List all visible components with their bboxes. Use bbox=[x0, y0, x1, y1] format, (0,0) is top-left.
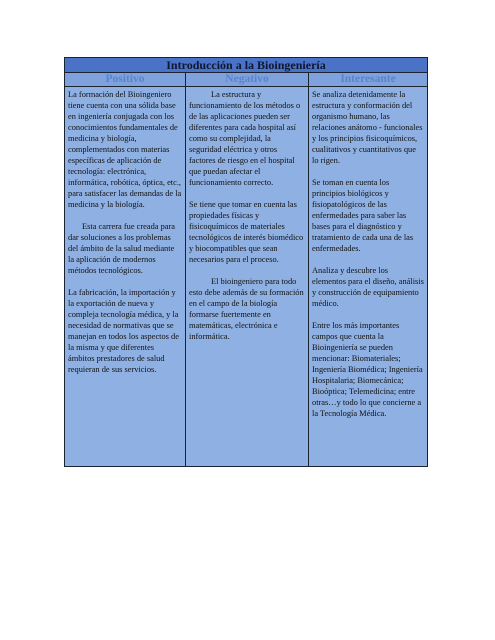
paragraph: Se tiene que tomar en cuenta las propiedades físicas y fisicoquímicos de materiales tecnológicos de interés biomédico y biocompatibles que sean necesarios para el proceso. bbox=[189, 200, 304, 264]
table-title: Introducción a la Bioingeniería bbox=[65, 58, 427, 73]
column-header-positivo: Positivo bbox=[65, 73, 185, 87]
paragraph: Se toman en cuenta los principios biológicos y fisiopatológicos de las enfermedades para saber las bases para el diagnóstico y tratamiento de cada una de las enfermedades. bbox=[312, 178, 414, 253]
column-header-interesante: Interesante bbox=[309, 73, 427, 87]
paragraph: El bioingeniero para todo esto debe además de su formación en el campo de la biología formarse fuertemente en matemáticas, electrónica e informática. bbox=[189, 277, 304, 341]
paragraph: Analiza y descubre los elementos para el diseño, análisis y construcción de equipamiento médico. bbox=[312, 266, 424, 308]
column-negativo bbox=[186, 73, 309, 466]
paragraph: Se analiza detenidamente la estructura y conformación del organismo humano, las relaciones anátomo - funcionales y los principios fisicoquímicos, cualitativos y cuantitativos que lo rigen. bbox=[312, 90, 423, 165]
column-positivo bbox=[65, 73, 186, 466]
paragraph: La estructura y funcionamiento de los métodos o de las aplicaciones pueden ser diferentes para cada hospital así como su complejidad, la seguridad eléctrica y otros factores de riesgo en el hospital que puedan afectar el funcionamiento correcto. bbox=[189, 90, 301, 187]
paragraph: Entre los más importantes campos que cuenta la Bioingeniería se pueden mencionar: Biomateriales; Ingeniería Biomédica; Ingeniería Hospitalaria; Biomecánica; Bioóptica; Telemedicina; entre otras…y todo lo que concierne a la Tecnología Médica. bbox=[312, 321, 423, 418]
column-interesante bbox=[309, 73, 427, 466]
column-header-negativo: Negativo bbox=[186, 73, 308, 87]
pqi-table bbox=[64, 57, 428, 467]
column-body-positivo bbox=[65, 87, 185, 375]
paragraph: La formación del Bioingeniero tiene cuenta con una sólida base en ingeniería conjugada con los conocimientos fundamentales de medicina y biología, complementados con materias específicas de aplicación de tecnología: electrónica, informática, robótica, óptica, etc., para satisfacer las demandas de la medicina y la biología. bbox=[68, 90, 182, 209]
column-body-interesante bbox=[309, 87, 427, 419]
paragraph: Esta carrera fue creada para dar soluciones a los problemas del ámbito de la salud mediante la aplicación de modernos métodos tecnológicos. bbox=[68, 222, 175, 275]
column-body-negativo bbox=[186, 87, 308, 342]
paragraph: La fabricación, la importación y la exportación de nueva y compleja tecnología médica, y la necesidad de normativas que se manejan en todos los aspectos de la misma y que diferentes ámbitos prestadores de salud requieran de sus servicios. bbox=[68, 288, 179, 374]
